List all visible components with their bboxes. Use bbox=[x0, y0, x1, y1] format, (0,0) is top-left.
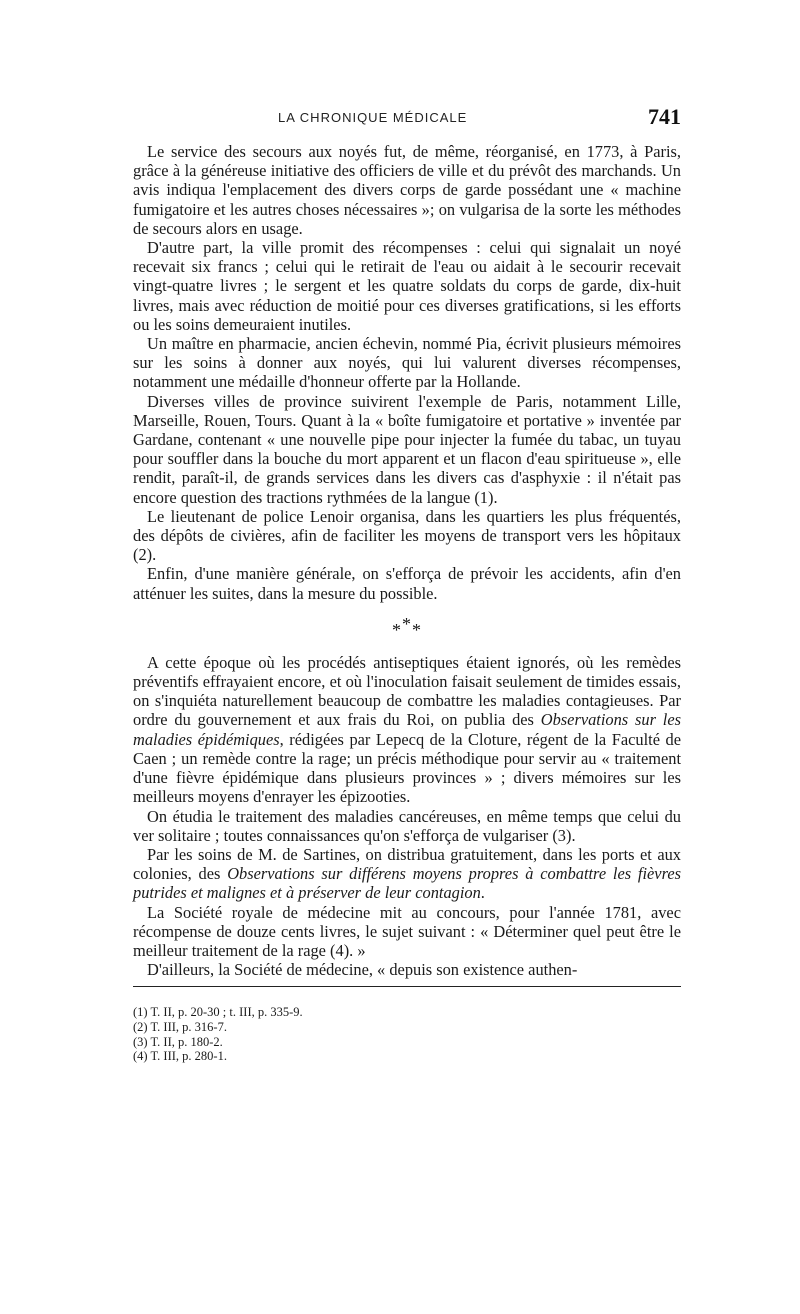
page-header bbox=[133, 102, 681, 142]
text-run: Par les soins de M. de Sartines, on distribua gratuitement, dans les ports et aux colonies, des bbox=[133, 844, 681, 884]
paragraph: Enfin, d'une manière générale, on s'efforça de prévoir les accidents, afin d'en atténuer les suites, dans la mesure du possible. bbox=[133, 564, 681, 603]
italic-title: Observations sur différens moyens propres à combattre les fièvres putrides et malignes et à préserver de leur contagion bbox=[133, 864, 682, 903]
footnote: (2) T. III, p. 316-7. bbox=[133, 1019, 227, 1034]
paragraph: Le service des secours aux noyés fut, de même, réorganisé, en 1773, à Paris, grâce à la généreuse initiative des officiers de ville et du prévôt des marchands. Un avis indiqua l'emplacement des divers corps de garde possédant une « machine fumigatoire et les autres choses nécessaires »; on vulgarisa de la sorte les méthodes de secours alors en usage. bbox=[133, 142, 681, 238]
footnote: (1) T. II, p. 20-30 ; t. III, p. 335-9. bbox=[133, 1005, 303, 1020]
paragraph: Un maître en pharmacie, ancien échevin, nommé Pia, écrivit plusieurs mémoires sur les soins à donner aux noyés, qui lui valurent diverses récompenses, notamment une médaille d'honneur offerte par la Hollande. bbox=[133, 334, 681, 392]
paragraph: Diverses villes de province suivirent l'exemple de Paris, notamment Lille, Marseille, Rouen, Tours. Quant à la « boîte fumigatoire et portative » inventée par Gardane, contenant « une nouvelle pipe pour injecter la fumée du tabac, un tuyau pour souffler dans la bouche du mort apparent et un flacon d'eau spiritueuse », elle rendit, paraît-il, de grands services dans les divers cas d'asphyxie : il n'était pas encore question des tractions rythmées de la langue (1). bbox=[133, 391, 681, 507]
paragraph: D'autre part, la ville promit des récompenses : celui qui signalait un noyé recevait six francs ; celui qui le retirait de l'eau ou aidait à le secourir recevait vingt-quatre livres ; le sergent et les quatre soldats du corps de garde, dix-huit livres, mais avec réduction de moitié pour ces diverses gratifications, si les efforts ou les soins demeuraient inutiles. bbox=[133, 238, 681, 334]
paragraph: D'ailleurs, la Société de médecine, « depuis son existence authen- bbox=[147, 960, 578, 980]
footnotes bbox=[133, 1005, 681, 1063]
section-separator bbox=[133, 613, 681, 640]
paragraph: On étudia le traitement des maladies cancéreuses, en même temps que celui du ver solitaire ; toutes connaissances qu'on s'efforça de vulgariser (3). bbox=[133, 806, 681, 845]
text-run: , rédigées par Lepecq de la Cloture, régent de la Faculté de Caen ; un remède contre la rage; un précis méthodique pour servir au « traitement d'une fièvre épidémique dans plusieurs provinces » ; divers mémoires sur les meilleurs moyens d'enrayer les épizooties. bbox=[133, 729, 681, 807]
italic-title: Observations sur les maladies épidémiques bbox=[133, 710, 681, 749]
running-head: LA CHRONIQUE MÉDICALE bbox=[278, 110, 468, 125]
paragraph bbox=[133, 653, 681, 807]
paragraph bbox=[133, 845, 681, 903]
separator-star: * bbox=[392, 619, 402, 640]
body-text bbox=[133, 142, 681, 979]
footnote-rule bbox=[133, 986, 681, 987]
document-page bbox=[133, 102, 681, 1064]
paragraph: La Société royale de médecine mit au concours, pour l'année 1781, avec récompense de douze cents livres, le sujet suivant : « Déterminer quel peut être le meilleur traitement de la rage (4). » bbox=[133, 902, 681, 960]
separator-star: * bbox=[402, 613, 412, 634]
paragraph: Le lieutenant de police Lenoir organisa, dans les quartiers les plus fréquentés, des dépôts de civières, afin de faciliter les moyens de transport vers les hôpitaux (2). bbox=[133, 506, 681, 565]
footnote: (4) T. III, p. 280-1. bbox=[133, 1049, 227, 1064]
separator-star: * bbox=[412, 619, 422, 640]
text-run: . bbox=[480, 883, 485, 903]
footnote: (3) T. II, p. 180-2. bbox=[133, 1034, 223, 1049]
text-run: A cette époque où les procédés antiseptiques étaient ignorés, où les remèdes préventifs effrayaient encore, et où l'inoculation faisait seulement de timides essais, on s'inquiéta naturellement beaucoup de combattre les maladies contagieuses. Par ordre du gouvernement et aux frais du Roi, on publia des bbox=[133, 652, 681, 730]
page-number: 741 bbox=[648, 104, 681, 129]
